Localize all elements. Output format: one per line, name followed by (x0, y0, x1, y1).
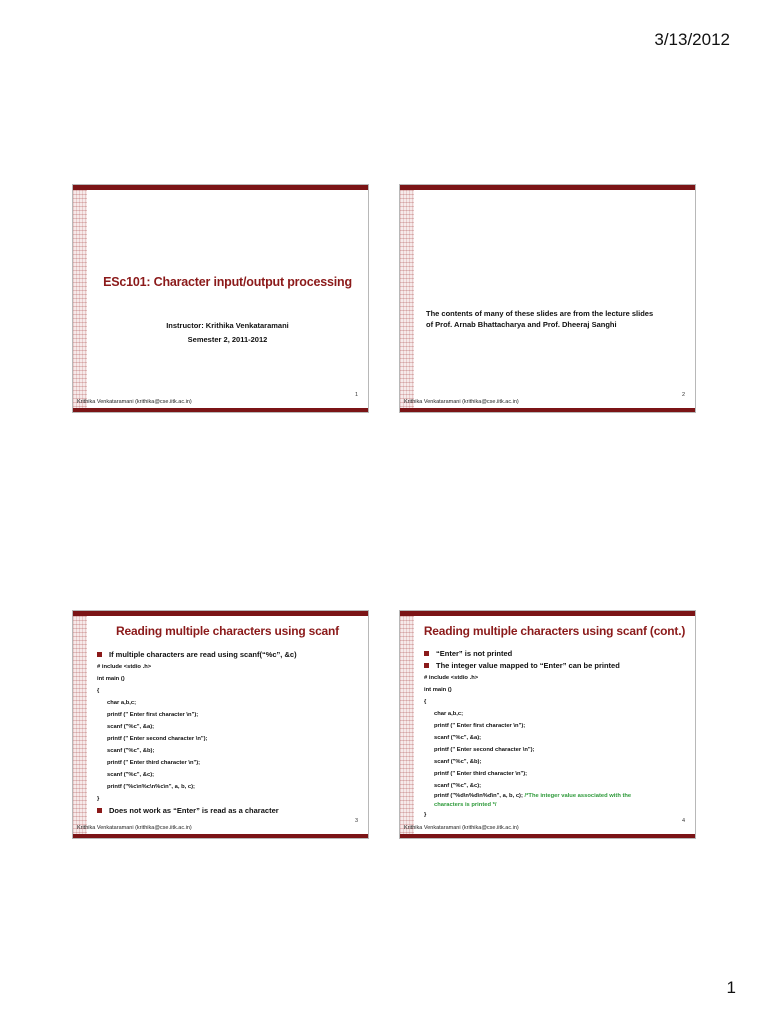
code-line: scanf ("%c", &b); (107, 748, 155, 754)
slide-side-pattern (400, 616, 414, 834)
slide-2 (399, 184, 696, 413)
slide-number: 2 (681, 392, 685, 398)
bullet-item: If multiple characters are read using scanf(“%c”, &c) (97, 649, 358, 661)
slide-4 (399, 610, 696, 839)
slide-title: Reading multiple characters using scanf (116, 624, 339, 638)
slide-content (97, 649, 358, 817)
code-line: char a,b,c; (434, 711, 463, 717)
slide-top-bar (400, 185, 695, 190)
slide-footer: Krithika Venkataramani (krithika@cse.iitk.ac.in) (77, 825, 192, 831)
code-line: printf (" Enter first character \n"); (434, 723, 526, 729)
code-line: { (97, 688, 100, 694)
slide-number: 1 (354, 392, 358, 398)
code-line (424, 792, 685, 801)
code-line: } (424, 812, 427, 818)
slide-number: 3 (354, 818, 358, 824)
page-number: 1 (726, 978, 736, 997)
code-line: scanf ("%c", &b); (434, 759, 482, 765)
slide-bottom-bar (400, 408, 695, 412)
slide-3 (72, 610, 369, 839)
slide-footer: Krithika Venkataramani (krithika@cse.iitk.ac.in) (77, 399, 192, 405)
code-comment: characters is printed */ (434, 802, 497, 808)
credit-line-2: of Prof. Arnab Bhattacharya and Prof. Dheeraj Sanghi (426, 320, 617, 329)
code-line: int main () (424, 687, 452, 693)
slide-bottom-bar (73, 834, 368, 838)
slide-title: Reading multiple characters using scanf (cont.) (423, 624, 686, 638)
code-line: printf (" Enter third character \n"); (434, 771, 528, 777)
code-line: scanf ("%c", &a); (434, 735, 482, 741)
code-line: scanf ("%c", &c); (434, 783, 482, 789)
code-line: int main () (97, 676, 125, 682)
code-line: printf (" Enter first character \n"); (107, 712, 199, 718)
slide-title: ESc101: Character input/output processing (103, 275, 352, 289)
code-line: } (97, 796, 100, 802)
code-comment: /*The integer value associated with the (524, 793, 632, 799)
slide-footer: Krithika Venkataramani (krithika@cse.iitk.ac.in) (404, 825, 519, 831)
code-line: printf ("%c\n%c\n%c\n", a, b, c); (107, 784, 195, 790)
slide-footer: Krithika Venkataramani (krithika@cse.iitk.ac.in) (404, 399, 519, 405)
code-text: printf ("%d\n%d\n%d\n", a, b, c); (434, 793, 523, 799)
slide-side-pattern (73, 616, 87, 834)
semester-line: Semester 2, 2011-2012 (187, 335, 268, 344)
bullet-item: Does not work as “Enter” is read as a character (97, 805, 358, 817)
slide-1 (72, 184, 369, 413)
code-line: scanf ("%c", &c); (107, 772, 155, 778)
slide-content (424, 648, 685, 820)
bullet-item: The integer value mapped to “Enter” can be printed (424, 660, 685, 672)
slide-bottom-bar (400, 834, 695, 838)
slide-number: 4 (681, 818, 685, 824)
bullet-item: “Enter” is not printed (424, 648, 685, 660)
code-line: scanf ("%c", &a); (107, 724, 155, 730)
instructor-line: Instructor: Krithika Venkataramani (166, 321, 289, 330)
slide-top-bar (73, 185, 368, 190)
code-line: char a,b,c; (107, 700, 136, 706)
slide-side-pattern (400, 190, 414, 408)
credit-line-1: The contents of many of these slides are from the lecture slides (426, 309, 654, 318)
code-line: printf (" Enter second character \n"); (107, 736, 208, 742)
code-line: printf (" Enter second character \n"); (434, 747, 535, 753)
code-line: { (424, 699, 427, 705)
slide-top-bar (73, 611, 368, 616)
code-line: # include <stdio .h> (97, 664, 152, 670)
code-line: # include <stdio .h> (424, 675, 479, 681)
credit-text (426, 308, 681, 330)
code-line: printf (" Enter third character \n"); (107, 760, 201, 766)
page-date: 3/13/2012 (654, 30, 730, 49)
slide-side-pattern (73, 190, 87, 408)
slide-top-bar (400, 611, 695, 616)
slide-bottom-bar (73, 408, 368, 412)
